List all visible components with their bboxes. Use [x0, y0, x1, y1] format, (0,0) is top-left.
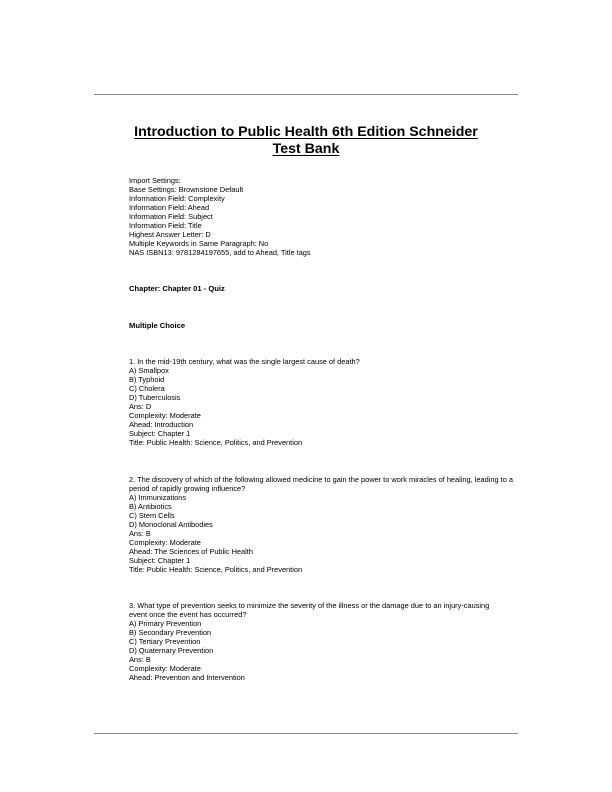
import-settings-line: Information Field: Complexity	[129, 194, 225, 203]
ahead: Ahead: The Sciences of Public Health	[129, 547, 253, 556]
top-divider	[94, 94, 518, 95]
import-settings-line: Import Settings:	[129, 176, 181, 185]
question-3	[129, 601, 499, 682]
ahead: Ahead: Introduction	[129, 420, 194, 429]
import-settings-line: NAS ISBN13: 9781284197655, add to Ahead, Title tags	[129, 248, 311, 257]
import-settings-line: Highest Answer Letter: D	[129, 230, 211, 239]
complexity: Complexity: Moderate	[129, 538, 201, 547]
answer-option: B) Secondary Prevention	[129, 628, 212, 637]
question-title: Title: Public Health: Science, Politics, and Prevention	[129, 565, 303, 574]
import-settings-line: Information Field: Ahead	[129, 203, 210, 212]
question-text: 2. The discovery of which of the following allowed medicine to gain the power to work miracles of healing, leading to a period of rapidly growing influence?	[129, 475, 513, 493]
complexity: Complexity: Moderate	[129, 664, 201, 673]
section-heading: Multiple Choice	[129, 321, 186, 330]
answer-option: C) Cholera	[129, 384, 165, 393]
answer-option: B) Typhoid	[129, 375, 165, 384]
answer-key: Ans: B	[129, 655, 151, 664]
import-settings	[129, 176, 524, 257]
question-title: Title: Public Health: Science, Politics, and Prevention	[129, 438, 303, 447]
title-line-1: Introduction to Public Health 6th Edition Schneider	[134, 124, 478, 140]
answer-option: D) Tuberculosis	[129, 393, 181, 402]
import-settings-line: Base Settings: Brownstone Default	[129, 185, 244, 194]
import-settings-line: Multiple Keywords in Same Paragraph: No	[129, 239, 269, 248]
subject: Subject: Chapter 1	[129, 556, 191, 565]
title-line-2: Test Bank	[272, 141, 340, 157]
answer-option: B) Antibiotics	[129, 502, 172, 511]
answer-option: D) Monoclonal Antibodies	[129, 520, 213, 529]
page-title	[128, 124, 484, 158]
chapter-heading: Chapter: Chapter 01 - Quiz	[129, 284, 225, 293]
answer-option: A) Primary Prevention	[129, 619, 202, 628]
question-text: 3. What type of prevention seeks to minimize the severity of the illness or the damage due to an injury-causing event once the event has occurred?	[129, 601, 490, 619]
answer-option: A) Immunizations	[129, 493, 187, 502]
question-1	[129, 357, 524, 447]
answer-option: A) Smallpox	[129, 366, 169, 375]
bottom-divider	[94, 733, 518, 734]
answer-key: Ans: D	[129, 402, 152, 411]
subject: Subject: Chapter 1	[129, 429, 191, 438]
answer-option: C) Tertiary Prevention	[129, 637, 201, 646]
import-settings-line: Information Field: Title	[129, 221, 202, 230]
answer-option: D) Quaternary Prevention	[129, 646, 214, 655]
question-2	[129, 475, 524, 574]
answer-key: Ans: B	[129, 529, 151, 538]
ahead: Ahead: Prevention and Intervention	[129, 673, 245, 682]
question-text: 1. In the mid-19th century, what was the single largest cause of death?	[129, 357, 360, 366]
complexity: Complexity: Moderate	[129, 411, 201, 420]
answer-option: C) Stem Cells	[129, 511, 175, 520]
import-settings-line: Information Field: Subject	[129, 212, 213, 221]
